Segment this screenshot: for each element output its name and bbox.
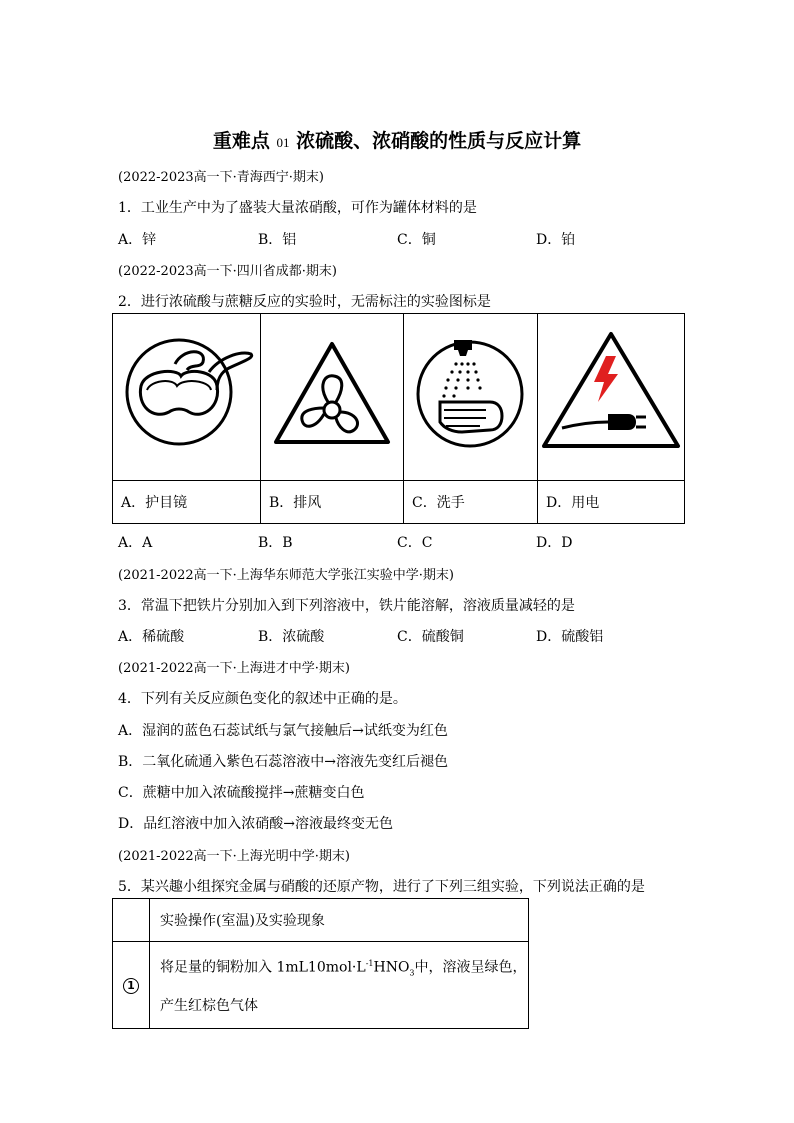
q4-option-a: A．湿润的蓝色石蕊试纸与氯气接触后→试纸变为红色: [118, 723, 448, 739]
q4-option-b: B．二氧化硫通入紫色石蕊溶液中→溶液先变红后褪色: [118, 754, 449, 770]
q2-option-b: B．B: [258, 535, 293, 551]
exp-row1-text: [150, 942, 529, 1029]
q3-option-c: C．硫酸铜: [397, 629, 464, 645]
q1-option-c: C．铜: [397, 232, 436, 248]
handwash-cell: [404, 314, 538, 481]
title-number: 01: [276, 135, 290, 150]
title-prefix: 重难点: [212, 130, 270, 152]
q2-option-d: D．D: [536, 535, 573, 551]
q2-source: (2022-2023高一下·四川省成都·期末): [118, 264, 337, 279]
page-title: [0, 126, 794, 153]
exp-row1-line1: 将足量的铜粉加入 $1mL10mol\cdot L^{-1}HNO_3$中，溶液呈绿色，: [160, 959, 527, 978]
q5-stem: 5．某兴趣小组探究金属与硝酸的还原产物，进行了下列三组实验，下列说法正确的是: [118, 879, 645, 895]
exp-row1-mark: 1: [123, 978, 139, 994]
q2-option-a: A．A: [118, 535, 153, 551]
exp-row1-mark-cell: [113, 942, 150, 1029]
q3-option-a: A．稀硫酸: [118, 629, 185, 645]
handwash-icon: [406, 320, 536, 470]
icon-label-a: A．护目镜: [113, 481, 261, 524]
q4-option-d: D．品红溶液中加入浓硝酸→溶液最终变无色: [118, 816, 393, 832]
q1-source: (2022-2023高一下·青海西宁·期末): [118, 170, 324, 185]
fan-icon: [262, 320, 402, 470]
q4-option-c: C．蔗糖中加入浓硫酸搅拌→蔗糖变白色: [118, 785, 365, 801]
electric-hazard-icon: [538, 320, 684, 470]
q2-stem: 2．进行浓硫酸与蔗糖反应的实验时，无需标注的实验图标是: [118, 294, 491, 310]
title-main: 浓硫酸、浓硝酸的性质与反应计算: [296, 130, 582, 152]
electricity-cell: [538, 314, 685, 481]
experiment-table: [112, 898, 529, 1029]
icon-label-d: D．用电: [538, 481, 685, 524]
q4-source: (2021-2022高一下·上海进才中学·期末): [118, 661, 350, 676]
q4-stem: 4．下列有关反应颜色变化的叙述中正确的是。: [118, 691, 407, 707]
q1-option-a: A．锌: [118, 232, 157, 248]
q5-source: (2021-2022高一下·上海光明中学·期末): [118, 849, 350, 864]
q3-stem: 3．常温下把铁片分别加入到下列溶液中，铁片能溶解，溶液质量减轻的是: [118, 598, 575, 614]
ventilation-cell: [261, 314, 404, 481]
safety-icon-table: [112, 313, 685, 524]
exp-row1-line2: 产生红棕色气体: [160, 997, 258, 1014]
icon-label-b: B．排风: [261, 481, 404, 524]
q1-option-d: D．铂: [536, 232, 576, 248]
exp-header: 实验操作(室温)及实验现象: [150, 899, 529, 942]
exp-header-blank: [113, 899, 150, 942]
goggles-icon: [117, 320, 257, 470]
q2-option-c: C．C: [397, 535, 433, 551]
q1-option-b: B．铝: [258, 232, 297, 248]
goggles-cell: [113, 314, 261, 481]
q3-option-d: D．硫酸铝: [536, 629, 604, 645]
q3-source: (2021-2022高一下·上海华东师范大学张江实验中学·期末): [118, 568, 454, 583]
q1-stem: 1．工业生产中为了盛装大量浓硝酸，可作为罐体材料的是: [118, 200, 477, 216]
icon-label-c: C．洗手: [404, 481, 538, 524]
q3-option-b: B．浓硫酸: [258, 629, 325, 645]
